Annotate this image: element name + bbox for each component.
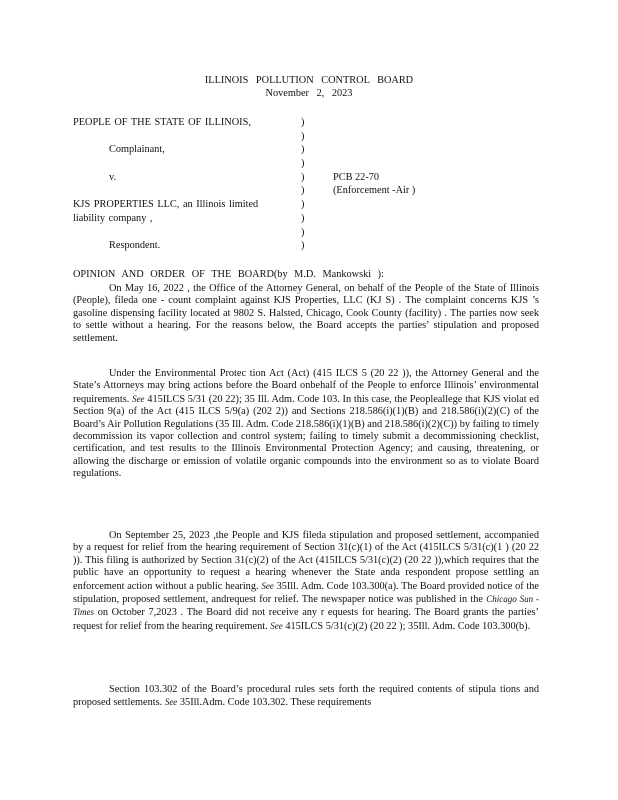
paragraph-3-text-b: 35Ill. Adm. Code 103.300(a). The Board provided notice of the stipulation, proposed settlement, andrequest for relief. The newspaper notice was published in the — [73, 580, 539, 606]
caption-paren: ) — [301, 117, 305, 128]
defendant-name-line2: liability company , — [73, 213, 153, 224]
caption-paren: ) — [301, 199, 305, 211]
case-caption — [73, 116, 433, 256]
caption-paren: ) — [301, 226, 305, 238]
paragraph-3-text-d: 415ILCS 5/31(c)(2) (20 22 ); 35Ill. Adm. Code 103.300(b). — [285, 620, 531, 632]
caption-paren: ) — [301, 212, 305, 224]
defendant-name-line1: KJS PROPERTIES LLC, an Illinois limited — [73, 199, 259, 210]
respondent-label: Respondent. — [109, 240, 161, 251]
opinion-heading: OPINION AND ORDER OF THE BOARD(by M.D. Mankowski ): — [73, 269, 384, 280]
paragraph-4-text-b: 35Ill.Adm. Code 103.302. These requirements — [179, 697, 372, 709]
paragraph-4 — [73, 684, 539, 710]
paragraph-1 — [73, 283, 539, 345]
paragraph-3-text-a: On September 25, 2023 ,the People and KJS fileda stipulation and proposed settlement, accompanied by a request for relief from the hearing requirement of Section 31(c)(1) of the Act (415ILCS 5/31(c)(1 ) (20 22 )). This filing is authorized by Section 31(c)(2) of the Act (415ILCS 5/31(c)(2) (20 22 )),which requires that the public have an opportunity to request a hearing whenever the State anda respondent propose settling an enforcement action without a public hearing. — [73, 530, 539, 592]
paragraph-2-text-b: 415ILCS 5/31 (20 22); 35 Ill. Adm. Code 103. In this case, the Peopleallege that KJS violat ed Section 9(a) of the Act (415 ILCS 5/9(a) (202 2)) and Sections 218.586(i)(1)(B) and 218.586(i)(2)(C) of the Board’s Air Pollution Regulations (35 Ill. Adm. Code 218.586(i)(1)(B) and 218.586(i)(2)(C)) by failing to timely decommission its vapor collection and control system; failing to timely submit a decommissioning checklist, certification, and test results to the Illinois Environmental Protection Agency; and causing, threatening, or allowing the discharge or emission of volatile organic compounds into the environment so as to violate Board regulations. — [73, 393, 540, 480]
paragraph-4-text-a: Section 103.302 of the Board’s procedural rules sets forth the required contents of stipula tions and proposed settlements. — [73, 684, 539, 709]
caption-paren: ) — [301, 144, 305, 156]
complainant-label: Complainant, — [109, 144, 165, 155]
paragraph-3-text-c: on October 7,2023 . The Board did not receive any r equests for hearing. The Board grants the parties’ request for relief from the hearing requirement. — [73, 607, 539, 632]
citation-signal: See — [132, 393, 145, 404]
document-date: November 2, 2023 — [265, 88, 353, 99]
caption-paren: ) — [301, 171, 305, 183]
caption-paren: ) — [301, 158, 305, 170]
caption-parentheses — [301, 116, 311, 253]
case-type: (Enforcement -Air ) — [333, 185, 416, 196]
versus-label: v. — [109, 172, 117, 183]
caption-paren: ) — [301, 130, 305, 142]
paragraph-2-text-a: Under the Environmental Protec tion Act (Act) (415 ILCS 5 (20 22 )), the Attorney General and the State’s Attorneys may bring actions before the Board onbehalf of the People to enforce Illinois’ environmental requirements. — [73, 368, 539, 405]
caption-paren: ) — [301, 185, 305, 197]
citation-signal: See — [164, 697, 178, 708]
caption-paren: ) — [301, 240, 305, 252]
paragraph-3 — [73, 530, 539, 633]
newspaper-name: Chicago Sun - Times — [73, 594, 540, 618]
paragraph-2 — [73, 368, 539, 481]
paragraph-1-text: On May 16, 2022 , the Office of the Attorney General, on behalf of the People of the State of Illinois (People), fileda one - count complaint against KJS Properties, LLC (KJ S) . The complaint concerns KJS ’s gasoline dispensing facility located at 9802 S. Halsted, Chicago, Cook County (facility) . The parties now seek to settle without a hearing. For the reasons below, the Board accepts the parties’ stipulation and proposed settlement. — [73, 283, 539, 344]
case-number: PCB 22-70 — [333, 172, 380, 183]
citation-signal: See — [261, 580, 274, 591]
board-title: ILLINOIS POLLUTION CONTROL BOARD — [204, 75, 414, 86]
citation-signal: See — [270, 620, 283, 631]
plaintiff-name: PEOPLE OF THE STATE OF ILLINOIS, — [73, 117, 251, 128]
